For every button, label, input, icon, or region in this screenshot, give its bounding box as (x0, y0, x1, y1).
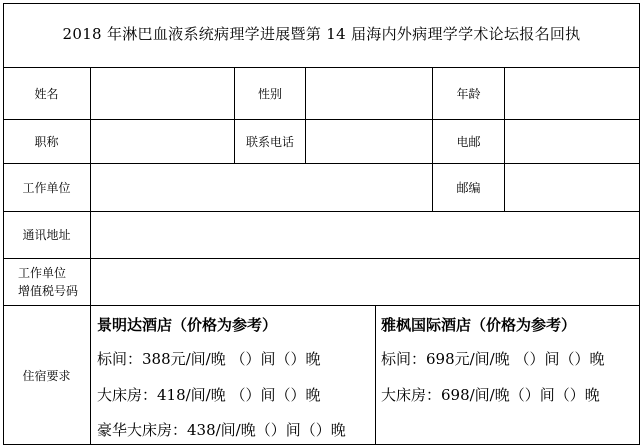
tax-number-field[interactable] (91, 259, 640, 305)
postcode-label: 邮编 (456, 180, 481, 195)
gender-label: 性别 (257, 86, 282, 101)
name-field[interactable] (91, 68, 234, 119)
gender-field[interactable] (306, 68, 432, 119)
work-unit-label: 工作单位 (22, 180, 71, 195)
tax-number-label-line2: 增值税号码 (18, 283, 79, 298)
phone-label: 联系电话 (245, 134, 294, 149)
age-label: 年龄 (456, 86, 481, 101)
room-option[interactable]: 豪华大床房：438/间/晚（）间（）晚 (97, 421, 346, 439)
room-option[interactable]: 标间：698元/间/晚 （）间（）晚 (381, 350, 605, 368)
work-unit-field[interactable] (91, 164, 432, 211)
name-label: 姓名 (34, 86, 59, 101)
email-label: 电邮 (456, 134, 481, 149)
room-option[interactable]: 标间：388元/间/晚 （）间（）晚 (97, 350, 321, 368)
hotel-name: 景明达酒店（价格为参考） (97, 316, 278, 334)
room-option[interactable]: 大床房：698/间/晚（）间（）晚 (381, 386, 600, 404)
row-divider (3, 305, 640, 306)
job-title-field[interactable] (91, 120, 234, 163)
phone-field[interactable] (306, 120, 432, 163)
tax-number-label (18, 258, 90, 305)
tax-number-label-line1: 工作单位 (18, 265, 67, 280)
age-field[interactable] (505, 68, 640, 119)
col-divider (375, 305, 376, 445)
postcode-field[interactable] (505, 164, 640, 211)
form-title: 2018 年淋巴血液系统病理学进展暨第 14 届海内外病理学学术论坛报名回执 (62, 24, 581, 43)
room-option[interactable]: 大床房：418/间/晚 （）间（）晚 (97, 386, 321, 404)
address-label: 通讯地址 (22, 228, 71, 242)
job-title-label: 职称 (34, 134, 59, 149)
accommodation-label: 住宿要求 (22, 368, 71, 383)
hotel-name: 雅枫国际酒店（价格为参考） (381, 316, 577, 334)
address-field[interactable] (91, 212, 640, 258)
email-field[interactable] (505, 120, 640, 163)
